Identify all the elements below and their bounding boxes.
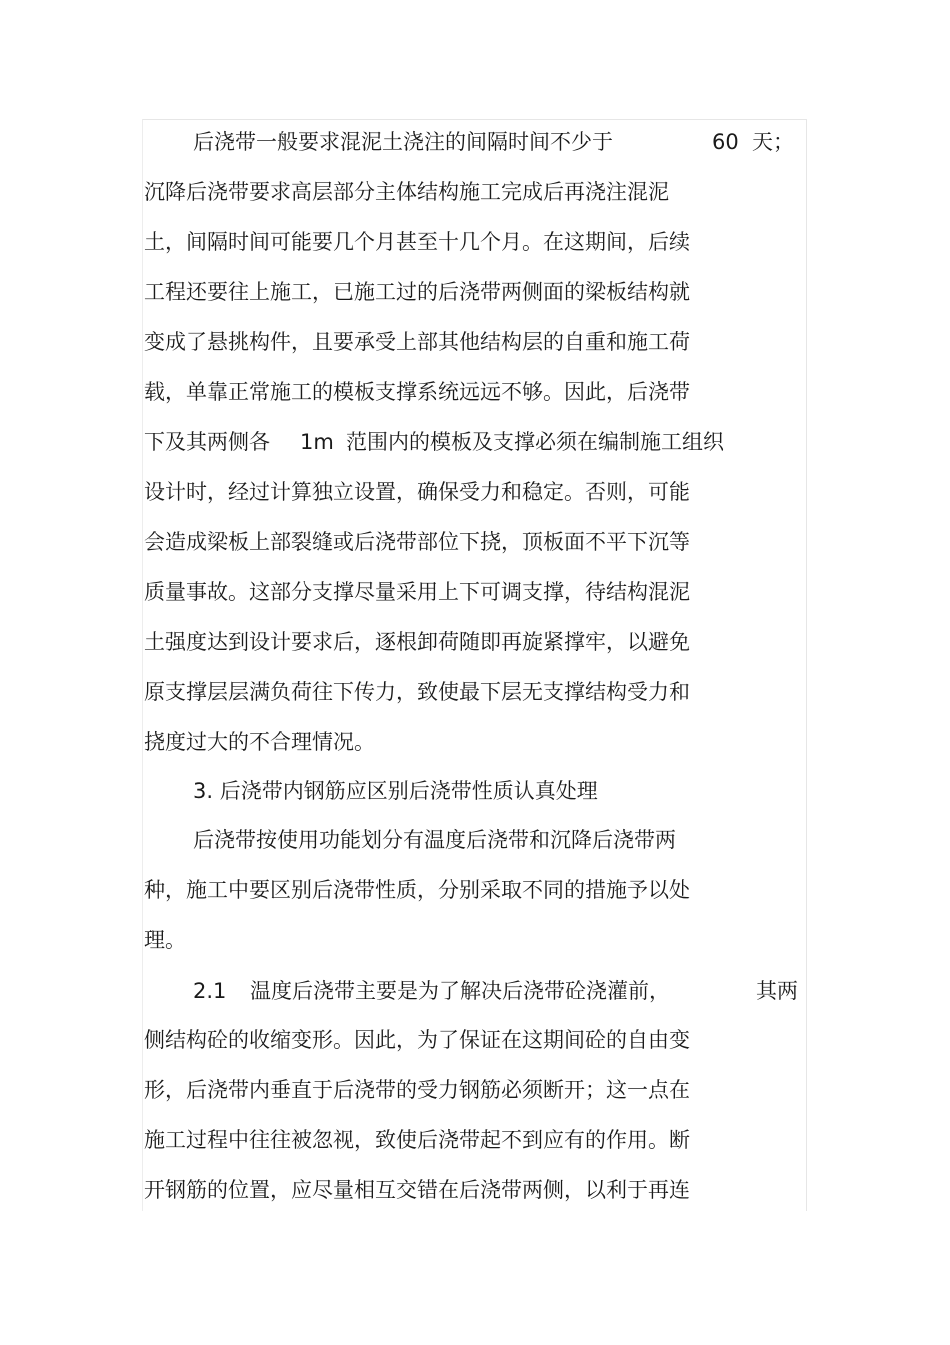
- paragraph-line: 土，间隔时间可能要几个月甚至十几个月。在这期间，后续: [144, 230, 690, 254]
- paragraph-line: 理。: [144, 928, 186, 952]
- line-text: 天；: [752, 130, 794, 154]
- line-text: 后浇带一般要求混泥土浇注的间隔时间不少于: [193, 130, 613, 154]
- paragraph-line: 开钢筋的位置，应尽量相互交错在后浇带两侧，以利于再连: [144, 1178, 690, 1202]
- line-text: 温度后浇带主要是为了解决后浇带砼浇灌前，: [250, 979, 670, 1003]
- paragraph-line: 设计时，经过计算独立设置，确保受力和稳定。否则，可能: [144, 480, 690, 504]
- paragraph-line: 会造成梁板上部裂缝或后浇带部位下挠，顶板面不平下沉等: [144, 530, 690, 554]
- line-text: 下及其两侧各: [144, 430, 270, 454]
- line-text: 范围内的模板及支撑必须在编制施工组织: [346, 430, 724, 454]
- paragraph-line: 原支撑层层满负荷往下传力，致使最下层无支撑结构受力和: [144, 680, 690, 704]
- paragraph-line: 形，后浇带内垂直于后浇带的受力钢筋必须断开；这一点在: [144, 1078, 690, 1102]
- paragraph-line: 工程还要往上施工，已施工过的后浇带两侧面的梁板结构就: [144, 280, 690, 304]
- paragraph-line: 挠度过大的不合理情况。: [144, 730, 375, 754]
- paragraph-line: 种，施工中要区别后浇带性质，分别采取不同的措施予以处: [144, 878, 690, 902]
- paragraph-line: 变成了悬挑构件，且要承受上部其他结构层的自重和施工荷: [144, 330, 690, 354]
- paragraph-line: [193, 966, 798, 1016]
- paragraph-line: 后浇带按使用功能划分有温度后浇带和沉降后浇带两: [193, 828, 676, 852]
- line-text: 其两: [756, 979, 798, 1003]
- paragraph-line: 沉降后浇带要求高层部分主体结构施工完成后再浇注混泥: [144, 180, 669, 204]
- paragraph-line: 质量事故。这部分支撑尽量采用上下可调支撑，待结构混泥: [144, 580, 690, 604]
- paragraph-line: 侧结构砼的收缩变形。因此，为了保证在这期间砼的自由变: [144, 1028, 690, 1052]
- paragraph-line: [193, 117, 794, 167]
- paragraph-line: [144, 417, 724, 467]
- paragraph-line: 施工过程中往往被忽视，致使后浇带起不到应有的作用。断: [144, 1128, 690, 1152]
- line-number: 60: [712, 130, 739, 154]
- paragraph-line: 载，单靠正常施工的模板支撑系统远远不够。因此，后浇带: [144, 380, 690, 404]
- paragraph-line: 土强度达到设计要求后，逐根卸荷随即再旋紧撑牢，以避免: [144, 630, 690, 654]
- line-number: 1m: [300, 430, 334, 454]
- subsection-number: 2.1: [193, 979, 227, 1003]
- section-heading: 3. 后浇带内钢筋应区别后浇带性质认真处理: [193, 779, 598, 803]
